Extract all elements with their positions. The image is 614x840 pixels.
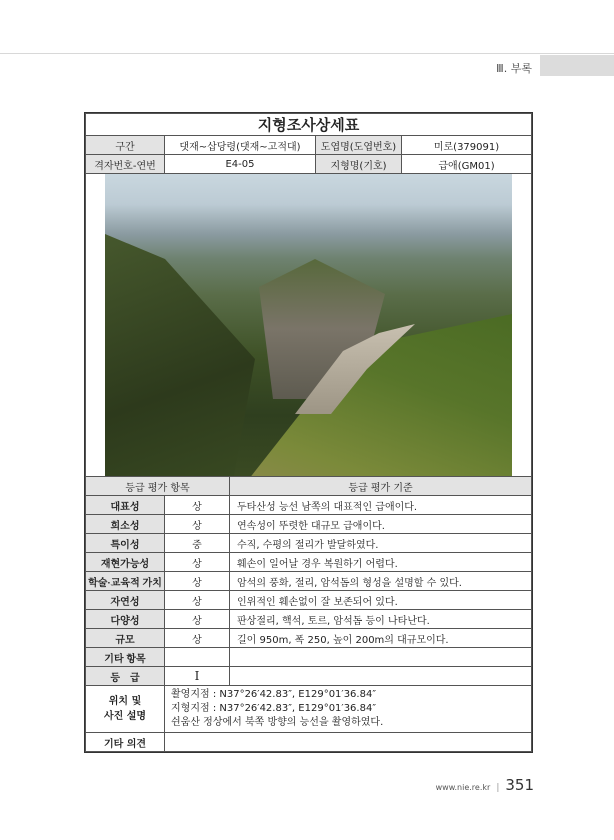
eval-grade: 상 (165, 572, 230, 591)
landform-point: 지형지점 : N37°26′42.83″, E129°01′36.84″ (171, 703, 377, 714)
landform-value: 급애(GM01) (402, 155, 532, 174)
eval-criteria: 암석의 풍화, 절리, 암석돔의 형성을 설명할 수 있다. (230, 572, 532, 591)
location-label: 위치 및 사진 설명 (86, 686, 165, 733)
map-sheet-label: 도엽명(도엽번호) (316, 136, 402, 155)
eval-criteria: 두타산성 능선 남쪽의 대표적인 급애이다. (230, 496, 532, 515)
survey-sheet (84, 112, 533, 753)
section-value: 댓재~삽당령(댓재~고적대) (165, 136, 316, 155)
eval-item: 대표성 (86, 496, 165, 515)
eval-criteria: 인위적인 훼손없이 잘 보존되어 있다. (230, 591, 532, 610)
landform-label: 지형명(기호) (316, 155, 402, 174)
eval-item: 학술·교육적 가치 (86, 572, 165, 591)
eval-criteria: 수직, 수평의 절리가 발달하였다. (230, 534, 532, 553)
eval-row (86, 515, 532, 534)
eval-item-header: 등급 평가 항목 (86, 477, 230, 496)
eval-grade: 상 (165, 515, 230, 534)
eval-criteria: 길이 950m, 폭 250, 높이 200m의 대규모이다. (230, 629, 532, 648)
eval-row (86, 629, 532, 648)
eval-item: 재현가능성 (86, 553, 165, 572)
eval-grade: 상 (165, 553, 230, 572)
eval-item: 특이성 (86, 534, 165, 553)
header-tab-block (540, 55, 614, 76)
section-label: 구간 (86, 136, 165, 155)
opinion-label: 기타 의견 (86, 733, 165, 752)
eval-row (86, 496, 532, 515)
eval-criteria: 판상절리, 핵석, 토르, 암석돔 등이 나타난다. (230, 610, 532, 629)
map-sheet-value: 미로(379091) (402, 136, 532, 155)
grid-number-label: 격자번호-연번 (86, 155, 165, 174)
eval-item: 규모 (86, 629, 165, 648)
page-number: 351 (505, 776, 534, 794)
eval-row (86, 610, 532, 629)
footer-url: www.nie.re.kr (435, 783, 491, 792)
grid-number-value: E4-05 (165, 155, 316, 174)
eval-criteria-header: 등급 평가 기준 (230, 477, 532, 496)
eval-criteria: 연속성이 뚜렷한 대규모 급애이다. (230, 515, 532, 534)
header-divider (0, 53, 614, 54)
photo-cell (86, 174, 532, 477)
eval-grade: 상 (165, 629, 230, 648)
eval-row (86, 591, 532, 610)
opinion-value (165, 733, 532, 752)
eval-item: 희소성 (86, 515, 165, 534)
eval-grade: 상 (165, 591, 230, 610)
photo-point: 촬영지점 : N37°26′42.83″, E129°01′36.84″ (171, 689, 377, 700)
eval-item: 다양성 (86, 610, 165, 629)
eval-row (86, 534, 532, 553)
eval-item: 자연성 (86, 591, 165, 610)
other-item-label: 기타 항목 (86, 648, 165, 667)
footer-separator: | (496, 783, 500, 793)
section-label: Ⅲ. 부록 (496, 62, 532, 75)
eval-grade: 상 (165, 496, 230, 515)
sheet-title: 지형조사상세표 (86, 114, 532, 136)
eval-grade: 상 (165, 610, 230, 629)
grade-label: 등 급 (86, 667, 165, 686)
eval-row (86, 553, 532, 572)
landscape-photo (105, 174, 512, 476)
grade-value: Ⅰ (165, 667, 230, 686)
location-description (165, 686, 532, 733)
page-footer (436, 776, 534, 794)
eval-grade: 중 (165, 534, 230, 553)
eval-row (86, 572, 532, 591)
eval-criteria: 훼손이 일어날 경우 복원하기 어렵다. (230, 553, 532, 572)
photo-caption: 쉰움산 정상에서 북쪽 방향의 능선을 촬영하였다. (171, 717, 384, 728)
